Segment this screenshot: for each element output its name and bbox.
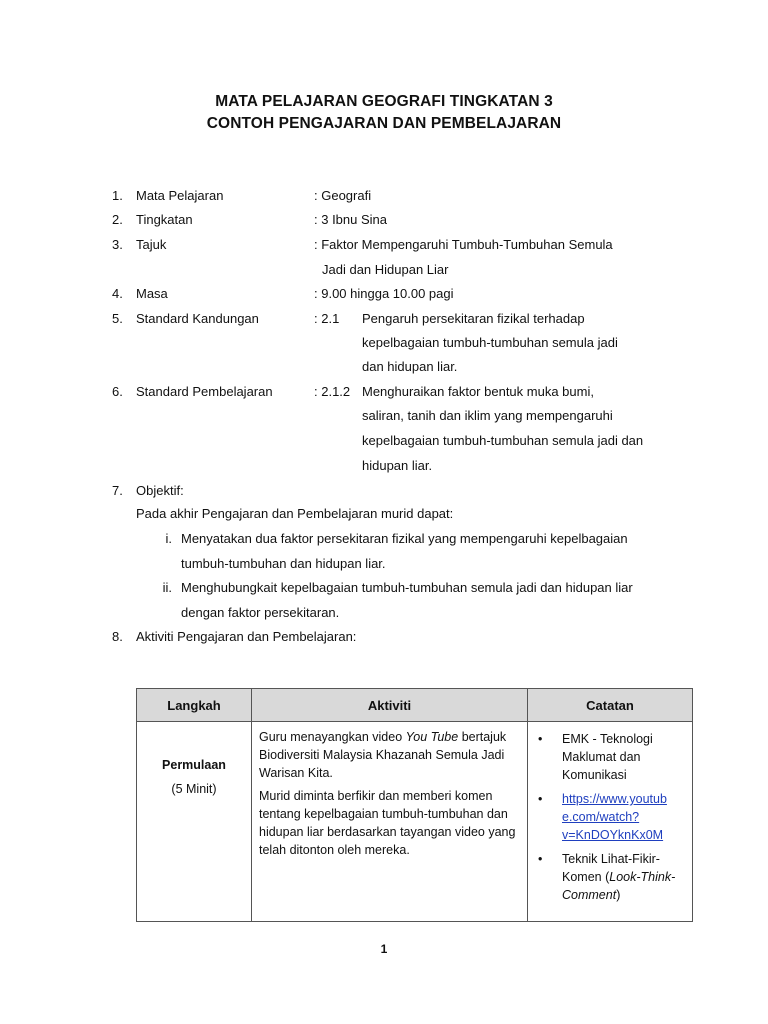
video-link[interactable]: https://www.youtub e.com/watch? v=KnDOYknKx0M — [562, 792, 667, 842]
info-row-form — [0, 210, 768, 230]
info-row-learning-standard-line4 — [0, 456, 768, 476]
item-label: Objektif: — [136, 483, 184, 498]
item-number: 8. — [112, 629, 123, 644]
info-row-learning-standard-line3 — [0, 431, 768, 451]
bullet-icon: • — [538, 732, 543, 746]
list-item: • Teknik Lihat-Fikir-Komen (Look-Think-Comment) — [538, 852, 676, 902]
standard-text-line: Menghuraikan faktor bentuk muka bumi, — [362, 384, 594, 399]
item-number: 7. — [112, 483, 123, 498]
page-number: 1 — [380, 942, 388, 956]
item-number: 4. — [112, 286, 123, 301]
standard-text-line: dan hidupan liar. — [362, 359, 458, 374]
info-row-subject — [0, 186, 768, 206]
activity-paragraph: Guru menayangkan video You Tube bertajuk Biodiversiti Malaysia Khazanah Semula Jadi Warisan Kita. — [259, 730, 507, 780]
document-subtitle: CONTOH PENGAJARAN DAN PEMBELAJARAN — [206, 115, 562, 132]
info-row-topic — [0, 235, 768, 255]
objective-text-line: dengan faktor persekitaran. — [181, 605, 340, 620]
column-header-activity: Aktiviti — [252, 689, 528, 722]
info-row-content-standard-line2 — [0, 333, 768, 353]
objective-text-line: Menghubungkait kepelbagaian tumbuh-tumbuhan semula jadi dan hidupan liar — [181, 580, 633, 595]
item-label: Aktiviti Pengajaran dan Pembelajaran: — [136, 629, 357, 644]
activity-cell — [252, 722, 528, 922]
standard-text-line: Pengaruh persekitaran fizikal terhadap — [362, 311, 585, 326]
item-label: Tajuk — [136, 237, 167, 252]
step-duration: (5 Minit) — [171, 782, 217, 796]
info-row-time — [0, 284, 768, 304]
objective-intro-text: Pada akhir Pengajaran dan Pembelajaran murid dapat: — [136, 506, 454, 521]
document-title: MATA PELAJARAN GEOGRAFI TINGKATAN 3 — [215, 93, 553, 110]
standard-text-line: kepelbagaian tumbuh-tumbuhan semula jadi — [362, 335, 618, 350]
item-value-continued: Jadi dan Hidupan Liar — [322, 262, 449, 277]
activity-table — [136, 688, 693, 922]
info-row-activities — [0, 627, 768, 647]
item-label: Mata Pelajaran — [136, 188, 224, 203]
objective-item-continued — [0, 554, 768, 574]
item-label: Masa — [136, 286, 168, 301]
standard-text-line: saliran, tanih dan iklim yang mempengaruhi — [362, 408, 613, 423]
bullet-icon: • — [538, 792, 543, 806]
objective-item — [0, 529, 768, 549]
info-row-content-standard-line3 — [0, 357, 768, 377]
item-value: : Faktor Mempengaruhi Tumbuh-Tumbuhan Semula — [314, 237, 613, 252]
info-row-learning-standard-line2 — [0, 406, 768, 426]
column-header-notes: Catatan — [528, 689, 693, 722]
item-value: : 2.1 — [314, 311, 340, 326]
item-value: : Geografi — [314, 188, 372, 203]
standard-text-line: hidupan liar. — [362, 458, 433, 473]
step-cell — [137, 722, 252, 922]
item-label: Tingkatan — [136, 212, 193, 227]
notes-list — [538, 730, 686, 904]
objective-roman-number: i. — [165, 531, 172, 546]
item-value: : 2.1.2 — [314, 384, 351, 399]
bullet-icon: • — [538, 852, 543, 866]
objective-roman-number: ii. — [162, 580, 172, 595]
video-source-text: You Tube — [405, 730, 459, 744]
item-number: 2. — [112, 212, 123, 227]
item-value: : 3 Ibnu Sina — [314, 212, 387, 227]
notes-cell — [528, 722, 693, 922]
standard-text-line: kepelbagaian tumbuh-tumbuhan semula jadi dan — [362, 433, 644, 448]
column-header-step: Langkah — [137, 689, 252, 722]
step-phase: Permulaan — [162, 758, 226, 772]
item-number: 1. — [112, 188, 123, 203]
objective-item-continued — [0, 603, 768, 623]
objective-item — [0, 578, 768, 598]
list-item — [538, 790, 686, 844]
info-row-objective — [0, 481, 768, 501]
objective-text-line: Menyatakan dua faktor persekitaran fizikal yang mempengaruhi kepelbagaian — [181, 531, 628, 546]
info-row-content-standard — [0, 309, 768, 329]
item-label: Standard Kandungan — [136, 311, 259, 326]
objective-intro — [0, 504, 768, 524]
item-label: Standard Pembelajaran — [136, 384, 273, 399]
table-row — [137, 722, 693, 922]
item-number: 5. — [112, 311, 123, 326]
info-row-topic-continued — [0, 260, 768, 280]
list-item: • EMK - Teknologi Maklumat dan Komunikasi — [538, 732, 653, 782]
item-number: 3. — [112, 237, 123, 252]
table-header-row — [137, 689, 693, 722]
objective-text-line: tumbuh-tumbuhan dan hidupan liar. — [181, 556, 386, 571]
item-value: : 9.00 hingga 10.00 pagi — [314, 286, 454, 301]
item-number: 6. — [112, 384, 123, 399]
info-row-learning-standard — [0, 382, 768, 402]
activity-paragraph: Murid diminta berfikir dan memberi komen tentang kepelbagaian tumbuh-tumbuhan dan hidupan liar berdasarkan tayangan video yang telah ditonton oleh mereka. — [259, 789, 516, 857]
